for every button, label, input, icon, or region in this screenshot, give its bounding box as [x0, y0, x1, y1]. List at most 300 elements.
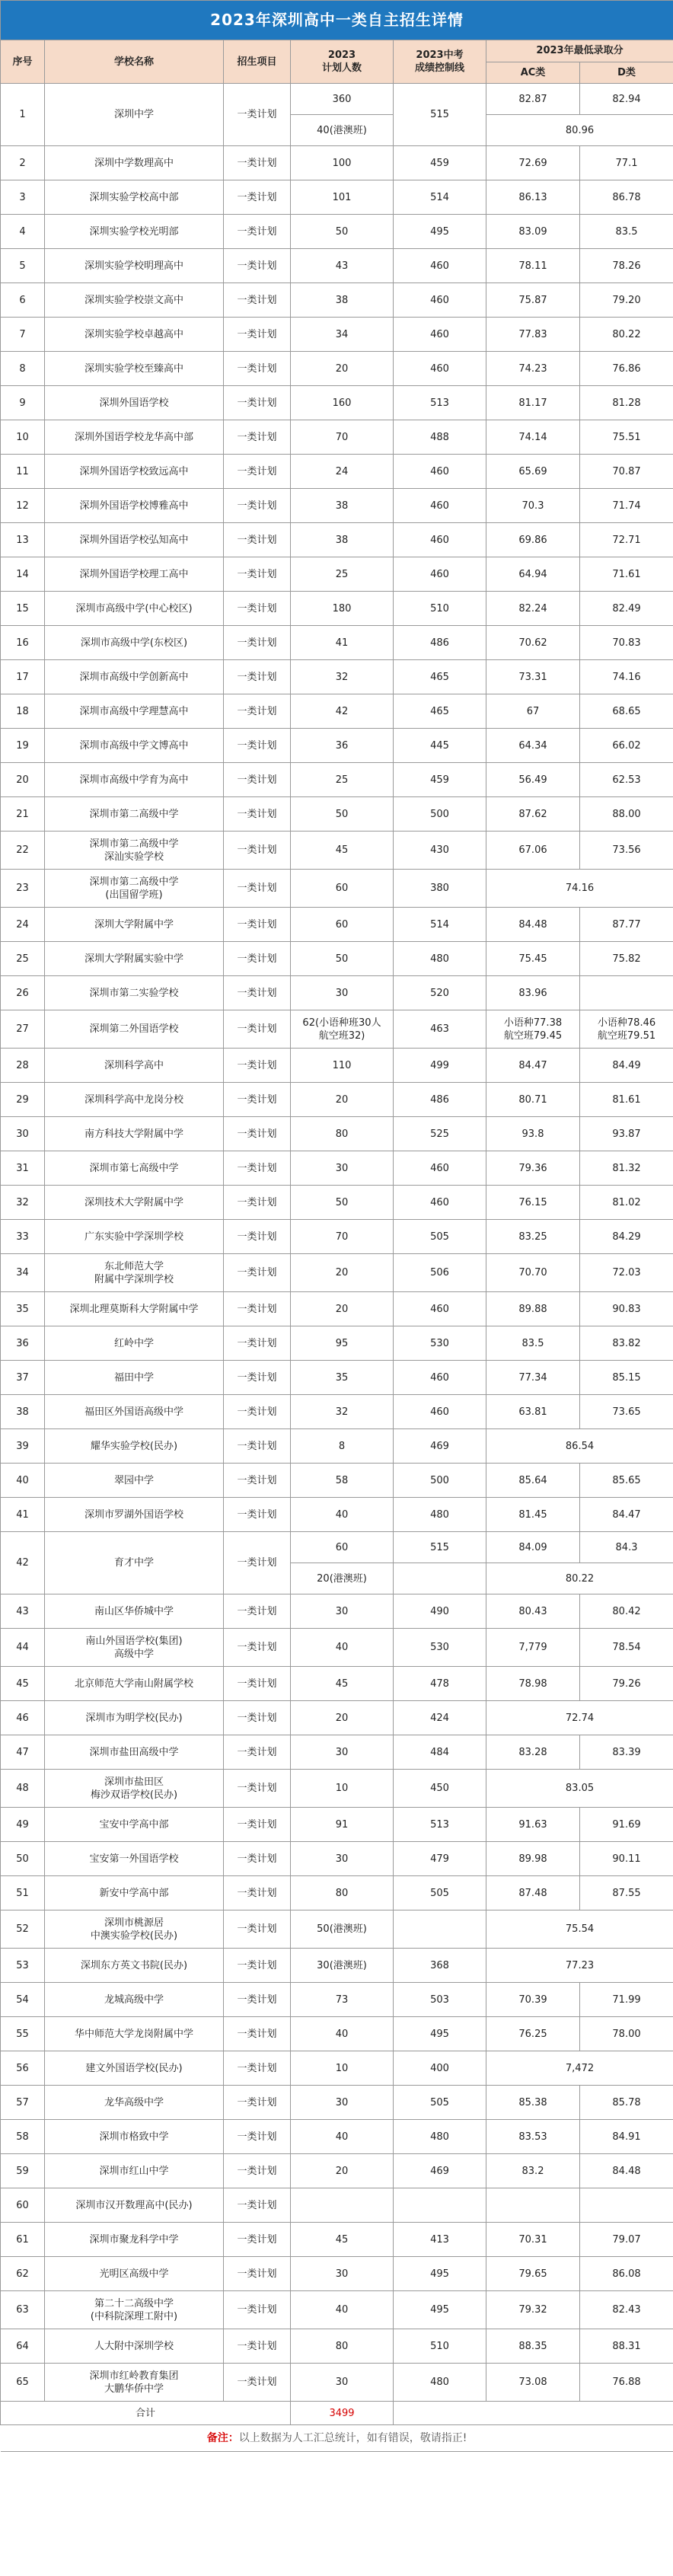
- row-plan: 30: [291, 1151, 394, 1186]
- row-type: 一类计划: [224, 908, 291, 942]
- row-school: 红岭中学: [45, 1326, 224, 1361]
- row-ac: 67.06: [486, 832, 580, 870]
- row-control-line: 460: [394, 489, 486, 523]
- row-d: 84.48: [580, 2154, 673, 2188]
- row-control-line: 460: [394, 523, 486, 557]
- row-control-line: 520: [394, 976, 486, 1010]
- row-control-line: 460: [394, 1292, 486, 1326]
- row-school: 深圳市第七高级中学: [45, 1151, 224, 1186]
- row-d: 73.56: [580, 832, 673, 870]
- table-row: [1, 1326, 673, 1361]
- row-index: 5: [1, 249, 45, 283]
- row-index: 14: [1, 557, 45, 592]
- table-row: [1, 523, 673, 557]
- row-control-line: 460: [394, 283, 486, 318]
- row-d: 77.1: [580, 146, 673, 180]
- row-control-line: 400: [394, 2051, 486, 2086]
- row-control-line: 513: [394, 386, 486, 420]
- row-type: 一类计划: [224, 2017, 291, 2051]
- row-d: 83.5: [580, 215, 673, 249]
- row-ac: 70.62: [486, 626, 580, 660]
- row-school: 深圳市高级中学(中心校区): [45, 592, 224, 626]
- row-d: 小语种78.46 航空班79.51: [580, 1010, 673, 1049]
- row-school: 深圳市聚龙科学中学: [45, 2223, 224, 2257]
- table-row: [1, 832, 673, 870]
- table-row: [1, 420, 673, 455]
- row-index: 36: [1, 1326, 45, 1361]
- row-index: 15: [1, 592, 45, 626]
- table-row: [1, 489, 673, 523]
- row-school: 深圳市盐田高级中学: [45, 1735, 224, 1770]
- row-control-line: 514: [394, 908, 486, 942]
- row-d: 68.65: [580, 694, 673, 729]
- row-plan: 20: [291, 1083, 394, 1117]
- row-index: 11: [1, 455, 45, 489]
- row-d: 82.43: [580, 2291, 673, 2329]
- row-school: 南山外国语学校(集团) 高级中学: [45, 1629, 224, 1667]
- row-index: 61: [1, 2223, 45, 2257]
- row-type: 一类计划: [224, 1151, 291, 1186]
- row-type: 一类计划: [224, 420, 291, 455]
- row-index: 1: [1, 84, 45, 146]
- table-row: [1, 2364, 673, 2402]
- row-index: 49: [1, 1808, 45, 1842]
- row-index: 31: [1, 1151, 45, 1186]
- row-ac: 78.11: [486, 249, 580, 283]
- row-control-line: 459: [394, 763, 486, 797]
- row-index: 28: [1, 1049, 45, 1083]
- row-type: 一类计划: [224, 592, 291, 626]
- row-min-score-merged: 7,472: [486, 2051, 673, 2086]
- table-row: [1, 215, 673, 249]
- row-index: 23: [1, 870, 45, 908]
- row-index: 60: [1, 2188, 45, 2223]
- row-min-score-merged: 80.22: [486, 1563, 673, 1594]
- row-plan: 24: [291, 455, 394, 489]
- row-ac: 93.8: [486, 1117, 580, 1151]
- row-plan: 41: [291, 626, 394, 660]
- row-plan: 20: [291, 352, 394, 386]
- row-ac: 79.36: [486, 1151, 580, 1186]
- row-min-score-merged: 74.16: [486, 870, 673, 908]
- row-school: 深圳外国语学校致远高中: [45, 455, 224, 489]
- row-d: 81.02: [580, 1186, 673, 1220]
- row-index: 48: [1, 1770, 45, 1808]
- row-type: 一类计划: [224, 694, 291, 729]
- row-d: 62.53: [580, 763, 673, 797]
- table-row: [1, 1770, 673, 1808]
- table-row: [1, 1842, 673, 1876]
- row-d: 79.07: [580, 2223, 673, 2257]
- row-plan: 20: [291, 1254, 394, 1292]
- table-row: [1, 1049, 673, 1083]
- row-school: 深圳东方英文书院(民办): [45, 1949, 224, 1983]
- row-d: 71.99: [580, 1983, 673, 2017]
- row-plan: 35: [291, 1361, 394, 1395]
- row-type: 一类计划: [224, 146, 291, 180]
- row-ac: 82.87: [486, 84, 580, 115]
- row-type: 一类计划: [224, 942, 291, 976]
- row-control-line: 460: [394, 1186, 486, 1220]
- row-d: 74.16: [580, 660, 673, 694]
- row-ac: 82.24: [486, 592, 580, 626]
- row-type: 一类计划: [224, 2120, 291, 2154]
- row-ac: 87.62: [486, 797, 580, 832]
- table-row: [1, 2051, 673, 2086]
- table-row: [1, 1464, 673, 1498]
- row-min-score-merged: 86.54: [486, 1429, 673, 1464]
- row-index: 44: [1, 1629, 45, 1667]
- row-school: 深圳市格致中学: [45, 2120, 224, 2154]
- row-control-line: 380: [394, 870, 486, 908]
- row-school: 深圳市第二高级中学: [45, 797, 224, 832]
- row-ac: 77.83: [486, 318, 580, 352]
- row-index: 12: [1, 489, 45, 523]
- row-index: 24: [1, 908, 45, 942]
- row-control-line: 459: [394, 146, 486, 180]
- row-ac: 83.2: [486, 2154, 580, 2188]
- row-school: 深圳市红山中学: [45, 2154, 224, 2188]
- row-school: 南方科技大学附属中学: [45, 1117, 224, 1151]
- row-type: 一类计划: [224, 832, 291, 870]
- table-row: [1, 1735, 673, 1770]
- header-index: 序号: [1, 40, 45, 84]
- row-plan: 32: [291, 1395, 394, 1429]
- row-control-line: 505: [394, 2086, 486, 2120]
- table-row: [1, 1151, 673, 1186]
- row-index: 45: [1, 1667, 45, 1701]
- row-d: 73.65: [580, 1395, 673, 1429]
- row-type: 一类计划: [224, 489, 291, 523]
- row-plan: 40(港澳班): [291, 115, 394, 146]
- row-index: 18: [1, 694, 45, 729]
- row-ac: 91.63: [486, 1808, 580, 1842]
- row-index: 27: [1, 1010, 45, 1049]
- row-type: 一类计划: [224, 2051, 291, 2086]
- row-type: 一类计划: [224, 1083, 291, 1117]
- row-school: 深圳实验学校明理高中: [45, 249, 224, 283]
- row-type: 一类计划: [224, 626, 291, 660]
- row-d: 83.82: [580, 1326, 673, 1361]
- table-row: [1, 2223, 673, 2257]
- row-type: 一类计划: [224, 1117, 291, 1151]
- row-min-score-merged: 77.23: [486, 1949, 673, 1983]
- row-d: 76.88: [580, 2364, 673, 2402]
- table-row: [1, 2120, 673, 2154]
- row-d: 84.29: [580, 1220, 673, 1254]
- row-school: 人大附中深圳学校: [45, 2329, 224, 2364]
- row-d: 84.47: [580, 1498, 673, 1532]
- row-type: 一类计划: [224, 763, 291, 797]
- row-index: 53: [1, 1949, 45, 1983]
- row-plan: 20(港澳班): [291, 1563, 394, 1594]
- row-index: 32: [1, 1186, 45, 1220]
- row-index: 35: [1, 1292, 45, 1326]
- row-school: 深圳科学高中: [45, 1049, 224, 1083]
- row-plan: 43: [291, 249, 394, 283]
- row-index: 29: [1, 1083, 45, 1117]
- row-type: 一类计划: [224, 2086, 291, 2120]
- row-control-line: 500: [394, 1464, 486, 1498]
- row-index: 37: [1, 1361, 45, 1395]
- row-type: 一类计划: [224, 2188, 291, 2223]
- row-d: 86.78: [580, 180, 673, 215]
- row-control-line: 479: [394, 1842, 486, 1876]
- row-type: 一类计划: [224, 1464, 291, 1498]
- row-d: 80.42: [580, 1594, 673, 1629]
- row-d: 85.15: [580, 1361, 673, 1395]
- row-index: 19: [1, 729, 45, 763]
- row-type: 一类计划: [224, 352, 291, 386]
- row-control-line: 413: [394, 2223, 486, 2257]
- table-row: [1, 2329, 673, 2364]
- row-type: 一类计划: [224, 2154, 291, 2188]
- row-ac: 84.09: [486, 1532, 580, 1563]
- row-type: 一类计划: [224, 1876, 291, 1910]
- table-row: [1, 1667, 673, 1701]
- row-control-line: 499: [394, 1049, 486, 1083]
- row-ac: 84.48: [486, 908, 580, 942]
- row-control-line: 530: [394, 1326, 486, 1361]
- row-d: 84.3: [580, 1532, 673, 1563]
- row-control-line: 460: [394, 318, 486, 352]
- row-d: 72.71: [580, 523, 673, 557]
- row-ac: 83.25: [486, 1220, 580, 1254]
- row-ac: 56.49: [486, 763, 580, 797]
- table-title: 2023年深圳高中一类自主招生详情: [1, 1, 673, 40]
- row-d: 81.61: [580, 1083, 673, 1117]
- row-plan: 60: [291, 1532, 394, 1563]
- total-filler: [394, 2402, 673, 2425]
- row-plan: 40: [291, 1629, 394, 1667]
- row-type: 一类计划: [224, 1498, 291, 1532]
- row-school: 深圳市红岭教育集团 大鹏华侨中学: [45, 2364, 224, 2402]
- row-plan: 38: [291, 283, 394, 318]
- row-control-line: 484: [394, 1735, 486, 1770]
- row-type: 一类计划: [224, 1594, 291, 1629]
- row-d: 88.31: [580, 2329, 673, 2364]
- row-type: 一类计划: [224, 318, 291, 352]
- table-row: [1, 1983, 673, 2017]
- row-ac: 86.13: [486, 180, 580, 215]
- row-d: 87.77: [580, 908, 673, 942]
- header-ac: AC类: [486, 62, 580, 84]
- header-school: 学校名称: [45, 40, 224, 84]
- row-school: 深圳市桃源居 中澳实验学校(民办): [45, 1910, 224, 1949]
- table-row: [1, 1117, 673, 1151]
- row-d: 83.39: [580, 1735, 673, 1770]
- row-index: 43: [1, 1594, 45, 1629]
- row-school: 深圳市为明学校(民办): [45, 1701, 224, 1735]
- row-type: 一类计划: [224, 1361, 291, 1395]
- row-control-line: 368: [394, 1949, 486, 1983]
- row-plan: 50: [291, 797, 394, 832]
- row-school: 南山区华侨城中学: [45, 1594, 224, 1629]
- row-type: 一类计划: [224, 1949, 291, 1983]
- row-school: 建文外国语学校(民办): [45, 2051, 224, 2086]
- row-school: 宝安第一外国语学校: [45, 1842, 224, 1876]
- row-ac: 83.28: [486, 1735, 580, 1770]
- row-min-score-merged: 83.05: [486, 1770, 673, 1808]
- table-row: [1, 1532, 673, 1563]
- row-plan: 30: [291, 1842, 394, 1876]
- row-school: 新安中学高中部: [45, 1876, 224, 1910]
- row-plan: 20: [291, 2154, 394, 2188]
- row-plan: 40: [291, 2120, 394, 2154]
- row-plan: 38: [291, 489, 394, 523]
- row-min-score-merged: 80.96: [486, 115, 673, 146]
- header-type: 招生项目: [224, 40, 291, 84]
- row-control-line: 460: [394, 1151, 486, 1186]
- row-plan: 36: [291, 729, 394, 763]
- table-row: [1, 1254, 673, 1292]
- row-type: 一类计划: [224, 1395, 291, 1429]
- row-control-line: 503: [394, 1983, 486, 2017]
- row-type: 一类计划: [224, 2257, 291, 2291]
- row-d: 90.11: [580, 1842, 673, 1876]
- row-d: 79.20: [580, 283, 673, 318]
- row-control-line: 445: [394, 729, 486, 763]
- row-plan: 40: [291, 2017, 394, 2051]
- row-type: 一类计划: [224, 249, 291, 283]
- row-index: 47: [1, 1735, 45, 1770]
- table-row: [1, 557, 673, 592]
- row-d: [580, 2188, 673, 2223]
- row-type: 一类计划: [224, 523, 291, 557]
- row-ac: 70.31: [486, 2223, 580, 2257]
- row-control-line: 460: [394, 249, 486, 283]
- row-ac: 74.14: [486, 420, 580, 455]
- row-plan: 180: [291, 592, 394, 626]
- row-ac: 83.96: [486, 976, 580, 1010]
- row-d: 93.87: [580, 1117, 673, 1151]
- row-plan: 30: [291, 1594, 394, 1629]
- row-ac: 81.17: [486, 386, 580, 420]
- table-row: [1, 146, 673, 180]
- table-row: [1, 1292, 673, 1326]
- row-plan: 10: [291, 2051, 394, 2086]
- row-control-line: 465: [394, 660, 486, 694]
- row-plan: 34: [291, 318, 394, 352]
- row-school: 北京师范大学南山附属学校: [45, 1667, 224, 1701]
- row-index: 55: [1, 2017, 45, 2051]
- row-d: 76.86: [580, 352, 673, 386]
- total-value: 3499: [291, 2402, 394, 2425]
- row-type: 一类计划: [224, 1667, 291, 1701]
- table-row: [1, 386, 673, 420]
- row-d: 85.78: [580, 2086, 673, 2120]
- row-school: 育才中学: [45, 1532, 224, 1594]
- row-control-line: 430: [394, 832, 486, 870]
- row-plan: 100: [291, 146, 394, 180]
- row-index: 10: [1, 420, 45, 455]
- row-index: 8: [1, 352, 45, 386]
- row-school: 深圳北理莫斯科大学附属中学: [45, 1292, 224, 1326]
- row-index: 16: [1, 626, 45, 660]
- row-school: 深圳市高级中学文博高中: [45, 729, 224, 763]
- row-plan: 60: [291, 908, 394, 942]
- total-label: 合计: [1, 2402, 291, 2425]
- row-ac: 89.98: [486, 1842, 580, 1876]
- row-control-line: 460: [394, 1361, 486, 1395]
- row-type: 一类计划: [224, 1842, 291, 1876]
- row-type: 一类计划: [224, 386, 291, 420]
- row-type: 一类计划: [224, 797, 291, 832]
- row-control-line: 495: [394, 215, 486, 249]
- row-plan: 58: [291, 1464, 394, 1498]
- table-row: [1, 283, 673, 318]
- row-ac: 87.48: [486, 1876, 580, 1910]
- row-school: 龙华高级中学: [45, 2086, 224, 2120]
- row-d: 81.32: [580, 1151, 673, 1186]
- row-plan: 70: [291, 1220, 394, 1254]
- table-row: [1, 626, 673, 660]
- row-index: 25: [1, 942, 45, 976]
- row-ac: 70.70: [486, 1254, 580, 1292]
- row-control-line: 486: [394, 626, 486, 660]
- row-type: 一类计划: [224, 1983, 291, 2017]
- row-school: 深圳外国语学校博雅高中: [45, 489, 224, 523]
- row-control-line: 480: [394, 2364, 486, 2402]
- row-plan: 30: [291, 2257, 394, 2291]
- table-row: [1, 352, 673, 386]
- row-d: 82.94: [580, 84, 673, 115]
- row-control-line: 490: [394, 1594, 486, 1629]
- row-school: 深圳外国语学校: [45, 386, 224, 420]
- row-control-line: 488: [394, 420, 486, 455]
- row-ac: 81.45: [486, 1498, 580, 1532]
- table-row: [1, 1395, 673, 1429]
- table-row: [1, 660, 673, 694]
- row-ac: 69.86: [486, 523, 580, 557]
- table-row: [1, 455, 673, 489]
- row-d: 78.54: [580, 1629, 673, 1667]
- row-plan: 80: [291, 2329, 394, 2364]
- row-index: 38: [1, 1395, 45, 1429]
- row-school: 深圳大学附属实验中学: [45, 942, 224, 976]
- row-type: 一类计划: [224, 1429, 291, 1464]
- row-d: 79.26: [580, 1667, 673, 1701]
- row-index: 57: [1, 2086, 45, 2120]
- header-d: D类: [580, 62, 673, 84]
- row-index: 30: [1, 1117, 45, 1151]
- row-plan: 60: [291, 870, 394, 908]
- row-control-line: 469: [394, 1429, 486, 1464]
- row-index: 59: [1, 2154, 45, 2188]
- row-control-line: 515: [394, 1532, 486, 1563]
- row-plan: 40: [291, 2291, 394, 2329]
- row-school: 深圳市高级中学理慧高中: [45, 694, 224, 729]
- row-control-line: 480: [394, 2120, 486, 2154]
- row-plan: 25: [291, 763, 394, 797]
- table-row: [1, 592, 673, 626]
- row-d: 81.28: [580, 386, 673, 420]
- row-ac: 79.65: [486, 2257, 580, 2291]
- table-body: [1, 84, 673, 2402]
- row-d: 84.49: [580, 1049, 673, 1083]
- row-school: 福田区外国语高级中学: [45, 1395, 224, 1429]
- row-type: 一类计划: [224, 283, 291, 318]
- row-type: 一类计划: [224, 870, 291, 908]
- row-plan: 30(港澳班): [291, 1949, 394, 1983]
- row-control-line: [394, 1563, 486, 1594]
- row-school: 第二十二高级中学 (中科院深理工附中): [45, 2291, 224, 2329]
- row-d: 80.22: [580, 318, 673, 352]
- table-row: [1, 870, 673, 908]
- row-ac: 83.5: [486, 1326, 580, 1361]
- row-school: 深圳第二外国语学校: [45, 1010, 224, 1049]
- row-index: 6: [1, 283, 45, 318]
